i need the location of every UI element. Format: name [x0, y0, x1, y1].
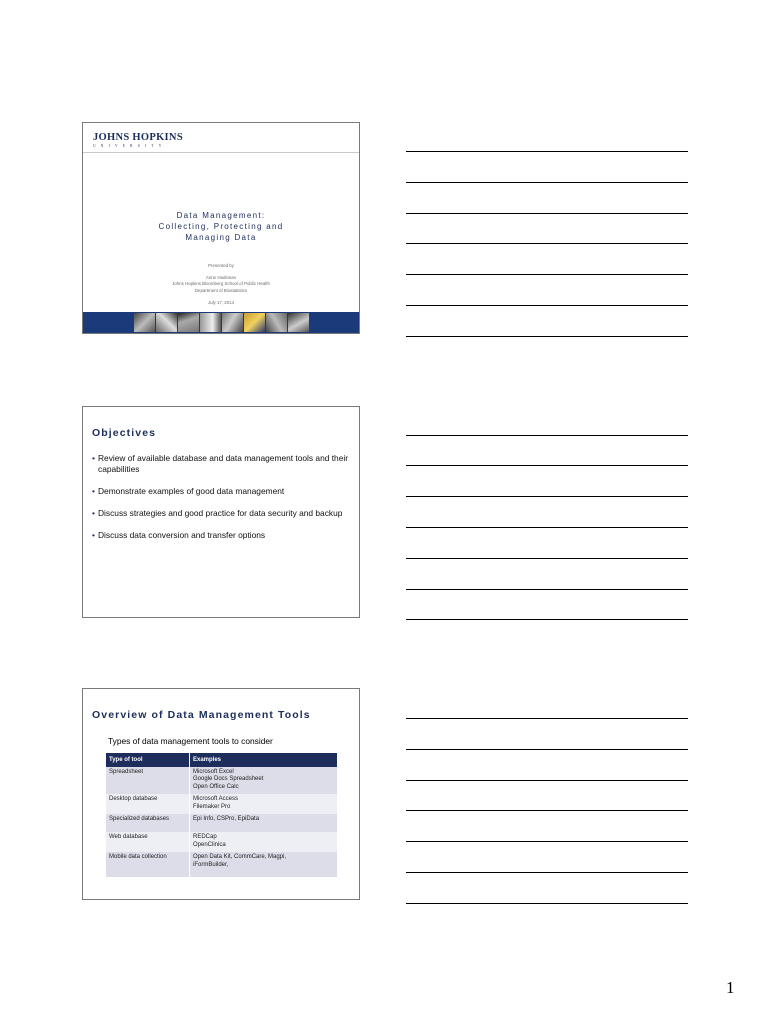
banner-photo	[200, 313, 221, 332]
note-line	[406, 243, 688, 244]
presenter-department: Department of Biostatistics	[194, 287, 248, 293]
tool-type-cell	[106, 794, 190, 814]
note-line	[406, 810, 688, 811]
cell-text: Specialized databases	[109, 816, 170, 823]
bullet-icon: •	[92, 486, 95, 496]
cell-text: Open Office Calc	[193, 783, 239, 790]
slide-heading: Overview of Data Management Tools	[92, 709, 311, 721]
list-item-text: Discuss data conversion and transfer options	[98, 530, 266, 540]
banner-photo	[222, 313, 243, 332]
cell-text: iFormBuilder,	[193, 861, 229, 868]
logo-wordmark: JOHNS HOPKINS	[93, 132, 183, 143]
note-line	[406, 589, 688, 590]
cell-text: REDCap	[193, 834, 217, 841]
note-line	[406, 151, 688, 152]
slide-tools-overview	[82, 688, 360, 900]
presented-by-label: Presented by	[208, 263, 234, 268]
banner-photo	[178, 313, 199, 332]
note-line	[406, 465, 688, 466]
tool-type-cell	[106, 767, 190, 794]
note-line	[406, 435, 688, 436]
note-line	[406, 780, 688, 781]
banner-photo	[134, 313, 155, 332]
page-number: 1	[726, 978, 735, 997]
cell-text: Epi Info, CSPro, EpiData	[193, 816, 260, 823]
presentation-title	[83, 210, 359, 243]
list-item-text: Demonstrate examples of good data management	[98, 486, 285, 496]
tool-examples-cell	[190, 767, 338, 794]
bullet-icon: •	[92, 508, 95, 518]
logo-subtext: UNIVERSITY	[93, 144, 167, 148]
title-line: Collecting, Protecting and	[158, 222, 284, 231]
tool-type-cell	[106, 852, 190, 877]
cell-text: Desktop database	[109, 796, 158, 803]
list-item	[92, 508, 352, 519]
list-item	[92, 453, 352, 475]
note-line	[406, 619, 688, 620]
table-row	[106, 832, 337, 852]
tool-type-cell	[106, 832, 190, 852]
note-line	[406, 558, 688, 559]
cell-text: Microsoft Access	[193, 796, 239, 803]
slide-heading: Objectives	[92, 427, 157, 439]
slide-subtitle: Types of data management tools to consider	[108, 736, 273, 746]
tools-table	[106, 753, 337, 877]
slide-title	[82, 122, 360, 334]
note-line	[406, 305, 688, 306]
cell-text: Google Docs Spreadsheet	[193, 776, 264, 783]
list-item-text: Discuss strategies and good practice for data security and backup	[98, 508, 343, 518]
presentation-date: July 17, 2014	[207, 299, 235, 305]
title-line: Data Management:	[176, 211, 266, 220]
cell-text: Microsoft Excel	[193, 769, 234, 775]
list-item-text: Review of available database and data management tools and their capabilities	[98, 453, 349, 474]
table-row	[106, 852, 337, 877]
tool-type-cell	[106, 814, 190, 832]
header-divider	[83, 152, 359, 153]
tool-examples-cell	[190, 852, 338, 877]
photo-banner	[83, 312, 359, 333]
banner-photo	[244, 313, 265, 332]
tool-examples-cell	[190, 794, 338, 814]
note-line	[406, 903, 688, 904]
objectives-list	[92, 453, 352, 552]
column-header: Type of tool	[106, 753, 190, 767]
bullet-icon: •	[92, 530, 95, 540]
cell-text: Mobile data collection	[109, 854, 167, 861]
presenter-info	[83, 263, 359, 306]
note-line	[406, 496, 688, 497]
banner-photo	[156, 313, 177, 332]
bullet-icon: •	[92, 453, 95, 463]
column-header: Examples	[190, 753, 338, 767]
presenter-name: Anne Hadsman	[205, 275, 237, 281]
note-line	[406, 527, 688, 528]
table-row	[106, 794, 337, 814]
cell-text: Spreadsheet	[109, 769, 144, 775]
slide-objectives	[82, 406, 360, 618]
list-item	[92, 530, 352, 541]
tool-examples-cell	[190, 814, 338, 832]
cell-text: OpenClinica	[193, 841, 226, 848]
banner-photo	[288, 313, 309, 332]
university-logo	[93, 132, 183, 148]
title-line: Managing Data	[185, 233, 257, 242]
table-row	[106, 814, 337, 832]
table-header-row	[106, 753, 337, 767]
banner-photo	[266, 313, 287, 332]
presenter-affiliation: Johns Hopkins Bloomberg School of Public Health	[172, 281, 270, 287]
note-line	[406, 336, 688, 337]
cell-text: Web database	[109, 834, 148, 841]
table-row	[106, 767, 337, 794]
cell-text: Open Data Kit, CommCare, Magpi,	[193, 854, 287, 861]
note-line	[406, 213, 688, 214]
tool-examples-cell	[190, 832, 338, 852]
note-line	[406, 274, 688, 275]
note-line	[406, 718, 688, 719]
note-line	[406, 872, 688, 873]
note-line	[406, 182, 688, 183]
note-line	[406, 749, 688, 750]
note-line	[406, 841, 688, 842]
list-item	[92, 486, 352, 497]
cell-text: Filemaker Pro	[193, 803, 231, 810]
